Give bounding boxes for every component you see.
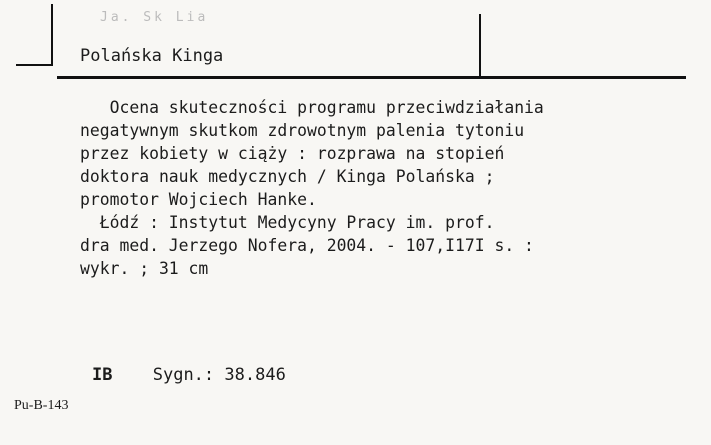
description-line: przez kobiety w ciąży : rozprawa na stopień — [80, 144, 505, 163]
header-divider — [479, 14, 481, 76]
description-line: wykr. ; 31 cm — [80, 259, 209, 278]
description-line: doktora nauk medycznych / Kinga Polańska ; — [80, 167, 495, 186]
call-number — [92, 365, 286, 385]
description-line: Ocena skuteczności programu przeciwdziałania — [80, 98, 544, 117]
corner-bracket-horizontal — [16, 64, 53, 66]
description-line: promotor Wojciech Hanke. — [80, 190, 317, 209]
call-label: Sygn.: — [152, 365, 215, 385]
description-line: Łódź : Instytut Medycyny Pracy im. prof. — [80, 213, 495, 232]
call-value: 38.846 — [224, 365, 286, 385]
corner-bracket-vertical — [51, 4, 53, 66]
author-heading: Polańska Kinga — [80, 46, 224, 66]
description-line: negatywnym skutkom zdrowotnym palenia tytoniu — [80, 121, 525, 140]
description-line: dra med. Jerzego Nofera, 2004. - 107,I17I s. : — [80, 236, 534, 255]
header-rule — [57, 76, 686, 79]
footer-code: Pu-B-143 — [14, 398, 69, 413]
bibliographic-description — [80, 96, 700, 280]
call-mark: IB — [92, 365, 113, 385]
faint-heading: Ja. Sk Lia — [100, 10, 209, 25]
